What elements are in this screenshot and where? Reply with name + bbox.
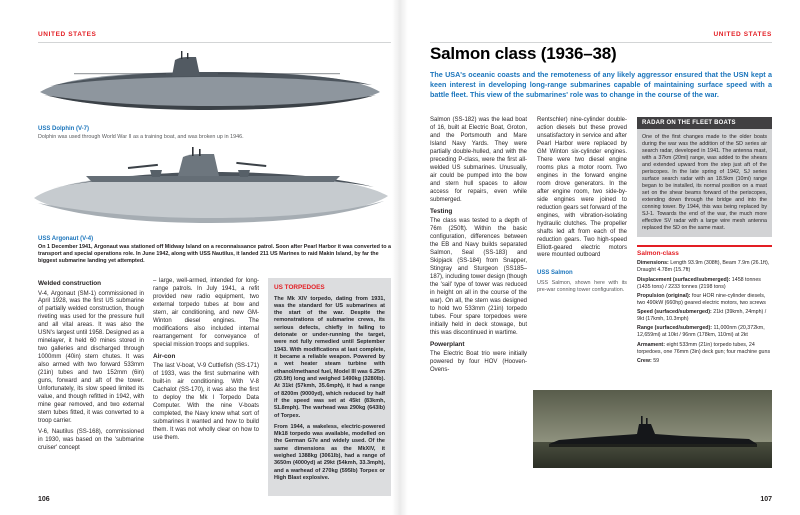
spec-item [637,342,772,356]
page-right [405,0,772,515]
sidebar-paragraph: One of the first changes made to the older boats during the war was the addition of the SD series air search radar, developed in 1941. The antenna mast, with a 37km (20mi) range, was added to the shears and extended upward from the step just aft of the periscopes. In the late spring of 1942, SJ series surface search radar with an 18.5km (10mi) range began to be installed, its normal position on a mast set on the shear beams forward of the periscopes, extending down through the bridge and into the conning tower. By 1944, this was being replaced by SJ-1. Towards the end of the war, the much more effective SV radar with a large wire mesh antenna replaced the SD on the same mast. [642,134,767,232]
body-paragraph: – large, well-armed, intended for long-range patrols. In July 1941, a refit provided new radio equipment, two external torpedo tubes at bow and stern, air conditioning, and new GM-Winton diesel engines. The modifications also included internal rearrangement for conveyance of special mission troops and supplies. [153,278,259,348]
caption-title: USS Argonaut (V-4) [38,236,94,242]
section-kicker: UNITED STATES [38,31,97,38]
spec-label: Propulsion (original): [637,292,691,299]
spec-value: eight 533mm (21in) torpedo tubes, 24 torpedoes, one 76mm (3in) deck gun; four machine guns [637,341,771,355]
photo-caption [537,270,627,294]
sidebar-paragraph: From 1944, a wakeless, electric-powered Mk18 torpedo was available, modelled on the German G7e and widely used. Of the same dimensions as the MkXIV, it weighed 1388kg (3061lb), had a range of 3650m (4000yd) at 29kt (54kmh, 33.3mph), and a warhead of 270kg (595lb) Torpex or High Blast explosive. [274,423,385,482]
spec-item [637,358,772,365]
submarine-photograph [533,390,772,468]
text-columns [38,278,391,496]
column-heading: Welded construction [38,280,102,287]
page-number-right: 107 [760,496,772,503]
article-intro: The USA's oceanic coasts and the remoteness of any likely aggressor ensured that the USN kept a keen interest in developing long-range submarines capable of maintaining surface speed with a battle fleet. This view of the submarines' role was to change in the course of the war. [430,70,772,99]
spec-label: Displacement (surfaced/submerged): [637,276,731,283]
uss-argonaut-illustration [30,146,392,232]
figure-caption-dolphin [38,126,253,141]
figure-caption-argonaut [38,236,391,265]
spec-label: Range (surfaced/submerged): [637,325,713,332]
spec-value: 21kt (39kmh, 24mph) / 9kt (17kmh, 10.3mph) [637,309,767,323]
body-paragraph: The Electric Boat trio were initially powered by four HOV (Hooven-Ovens- [430,351,527,374]
article-columns [430,117,772,389]
body-paragraph: V-6, Nautilus (SS-168), commissioned in 1930, was based on the 'submarine cruiser' concept [38,428,144,451]
body-paragraph: V-4, Argonaut (SM-1) commissioned in April 1928, was the first US submarine of partially welded construction, though riveting was used for the pressure hull and all vital areas. It was also the USN's largest until 1958. Designed as a minelayer, it held 60 mines stored in two galleries and discharged through 1000mm (40in) stern chutes. It was also armed with two forward 533mm (21in) tubes and two 152mm (6in) guns, forward and aft of the tower. Unfortunately, its slow speed limited its value, and though refitted in 1942, with mine gear removed, and two external stern tubes fitted, it was converted to a troop carrier. [38,290,144,425]
spec-label: Speed (surfaced/submerged): [637,309,712,316]
header-rule [430,42,772,43]
sidebar-title: US TORPEDOES [274,284,325,291]
column-welded-construction [38,278,144,496]
section-kicker: UNITED STATES [713,31,772,38]
spec-value: 11,000nm (20,372km, 12,659mi) at 10kt / 96nm (178km, 110mi) at 2kt [637,325,765,339]
caption-title: USS Dolphin (V-7) [38,126,89,132]
spec-item [637,277,772,291]
column-b [537,117,627,389]
specifications-panel [637,245,772,367]
spec-class-title: Salmon-class [637,250,679,258]
header-rule [38,42,391,43]
column-c [637,117,772,389]
article-title: Salmon class (1936–38) [430,44,617,63]
caption-text: USS Salmon, shown here with its pre-war conning tower configuration. [537,279,627,294]
uss-dolphin-illustration [34,50,386,122]
sidebar-paragraph: The Mk XIV torpedo, dating from 1931, was the standard for US submarines at the start of the war. Despite the remonstrations of submarine crews, its serious defects, chiefly in failing to detonate or under-running the target, were not fully remedied until September 1943. With modifications at last complete, it became a reliable weapon. Powered by a wet heater steam turbine with ethanol/methanol fuel, Model III was 6.25m (20.5ft) long and weighed 1490kg (3280lb). At 31kt (57kmh, 35.6mph), it had a range of 8200m (9000yd), which reduced by half if the speed was set at 45kt (83kmh, 51.8mph). The warhead was 290kg (643lb) of Torpex. [274,295,385,419]
column-air-con [153,278,259,496]
spec-label: Dimensions: [637,260,669,267]
spec-item [637,309,772,323]
column-a [430,117,527,389]
radar-sidebar [637,117,772,237]
page-number-left: 106 [38,496,50,503]
submarine-profile-drawing [30,146,392,232]
us-torpedoes-sidebar [268,278,391,496]
page-left [28,0,395,515]
spec-item [637,325,772,339]
spec-value: Length 93.9m (308ft), Beam 7.9m (26.1ft), Draught 4.78m (15.7ft) [637,260,770,274]
spec-value: four HOR nine-cylinder diesels, two 490kW (660hp) geared electric motors, two screws [637,292,766,306]
spec-label: Crew: [637,357,652,364]
uss-salmon-photo [533,390,772,468]
submarine-profile-drawing [34,50,386,122]
column-heading: Testing [430,207,453,215]
caption-title: USS Salmon [537,270,573,277]
body-paragraph: The class was tested to a depth of 76m (250ft). Within the basic configuration, differences between the EB and Navy builds separated Salmon, Seal (SS-183) and Skipjack (SS-184) from Snapper, Stingray and Sturgeon (SS185–187), including tower design (though the 'sail' type of tower was reduced in height on all in the course of the war). On all, the stern was designed to hold two 533mm (21in) torpedo tubes. Four spare torpedoes were initially held in deck stowage, but this was discontinued in wartime. [430,218,527,336]
caption-text: On 1 December 1941, Argonaut was stationed off Midway Island on a reconnaissance patrol. Soon after Pearl Harbor it was converted to a transport and special operations role. In June 1942, along with USS Nautilus, it landed 211 US Marines to raid Makin Island, by far the biggest submarine landing yet attempted. [38,243,391,264]
spec-value: 1458 tonnes (1435 tons) / 2233 tonnes (2198 tons) [637,276,761,290]
sidebar-title: RADAR ON THE FLEET BOATS [637,117,772,129]
caption-text: Dolphin was used through World War II as a training boat, and was broken up in 1946. [38,133,244,140]
body-paragraph: Rentschler) nine-cylinder double-action diesels but these proved unsatisfactory in service and after Pearl Harbor were replaced by GM Winton six-cylinder engines. There were two diesel engine rooms plus a motor room. Two engines in the forward engine room drove generators. In the after engine room, two side-by-side engines were joined to reduction gears set forward of the engines, with vibration-isolating hydraulic clutches. The propeller shafts led aft from each of the reduction gears. Two high-speed Elliott-geared electric motors were mounted outboard [537,117,627,259]
spec-item [637,293,772,307]
body-paragraph: Salmon (SS-182) was the lead boat of 16, built at Electric Boat, Groton, and the Portsmouth and Mare Island Navy Yards. They were partially double-hulled, and with the preceding P-class, were the first all-welded US submarines. Unusually, air could be pumped into the bow and stern hull spaces to allow access for repairs, even while submerged. [430,117,527,203]
spec-item [637,260,772,274]
column-heading: Powerplant [430,340,465,348]
spec-label: Armament: [637,341,665,348]
column-heading: Air-con [153,352,176,360]
spec-value: 59 [653,357,660,364]
body-paragraph: The last V-boat, V-9 Cuttlefish (SS-171) of 1933, was the first submarine with built-in air conditioning. With V-8 Cachalot (SS-170), it was also the first to deploy the Mk I Torpedo Data Computer. With the nine V-boats completed, the Navy knew what sort of submarines it wanted and how to build them. It was not wholly clear on how to use them. [153,363,259,441]
